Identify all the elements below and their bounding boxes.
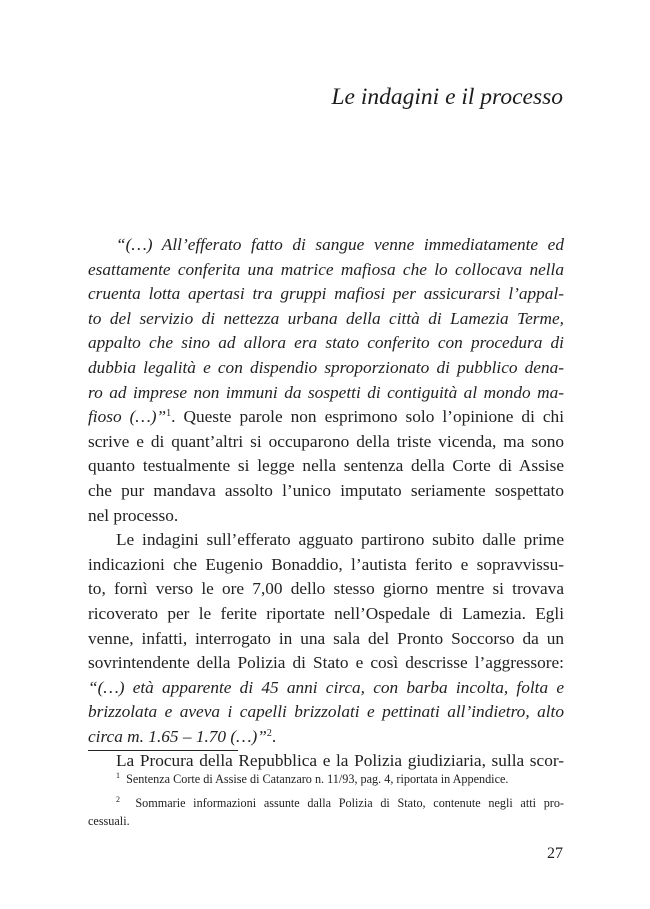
p1-line: ro ad imprese non immuni da sospetti di contiguità al mondo ma- — [88, 382, 564, 402]
p1-line — [88, 405, 564, 430]
p2-line: sovrintendente della Polizia di Stato e così descrisse l’aggressore: — [88, 653, 564, 673]
p1-line: dubbia legalità e con dispendio sproporzionato di pubblico dena- — [88, 357, 564, 377]
p1-line: “(…) All’efferato fatto di sangue venne immediatamente ed — [116, 235, 564, 254]
p1-line: nel processo. — [88, 505, 179, 525]
quote-end: fioso (…)” — [88, 407, 167, 427]
footnote-2-number: 2 — [116, 795, 120, 804]
p1-line: scrive e di quant’altri si occuparono della triste vicenda, ma sono — [88, 431, 564, 451]
p2-line: Le indagini sull’efferato agguato partirono subito dalle prime — [116, 530, 564, 550]
p2-line: indicazioni che Eugenio Bonaddio, l’autista ferito e sopravvissu- — [88, 554, 564, 574]
p3-line: La Procura della Repubblica e la Polizia giudiziaria, sulla scor- — [116, 751, 564, 771]
footnote-ref-1: 1 — [166, 408, 172, 420]
page-number: 27 — [547, 845, 563, 862]
footnote-divider — [88, 750, 238, 751]
p1-line: cruenta lotta apertasi tra gruppi mafiosi per assicurarsi l’appal- — [88, 284, 564, 304]
p1-line: to del servizio di nettezza urbana della città di Lamezia Terme, — [88, 308, 564, 328]
footnote-1 — [88, 770, 564, 788]
footnote-2 — [88, 794, 564, 830]
p1-line: quanto testualmente si legge nella sentenza della Corte di Assise — [88, 456, 564, 476]
footnote-2-text: Sommarie informazioni assunte dalla Polizia di Stato, contenute negli atti pro- — [135, 796, 564, 810]
quote-end: circa m. 1.65 – 1.70 (…)” — [88, 726, 267, 746]
p1-line: esattamente conferita una matrice mafiosa che lo collocava nella — [88, 259, 564, 279]
p2-line: to, fornì verso le ore 7,00 dello stesso giorno mentre si trovava — [88, 579, 564, 599]
footnote-2-line — [88, 794, 564, 812]
chapter-title: Le indagini e il processo — [331, 84, 563, 110]
p1-line: che pur mandava assolto l’unico imputato seriamente sospettato — [88, 480, 564, 500]
p1-line: appalto che sino ad allora era stato conferito con procedura di — [88, 333, 564, 353]
body-text — [88, 233, 564, 774]
footnote-ref-2: 2 — [266, 727, 272, 739]
p2-line: venne, infatti, interrogato in una sala del Pronto Soccorso da un — [88, 628, 564, 648]
p2-line-rest: . — [271, 726, 277, 746]
footnote-1-text: Sentenza Corte di Assise di Catanzaro n. 11/93, pag. 4, riportata in Appendice. — [126, 772, 509, 786]
p2-line — [88, 725, 564, 750]
p2-line: brizzolata e aveva i capelli brizzolati e pettinati all’indietro, alto — [88, 702, 564, 722]
footnote-2-line: cessuali. — [88, 814, 130, 828]
footnote-1-number: 1 — [116, 771, 120, 780]
p2-line: ricoverato per le ferite riportate nell’Ospedale di Lamezia. Egli — [88, 603, 564, 623]
p2-line: “(…) età apparente di 45 anni circa, con barba incolta, folta e — [88, 677, 564, 697]
footnote-1-line — [88, 770, 564, 788]
p1-line-rest: . Queste parole non esprimono solo l’opinione di chi — [171, 407, 565, 427]
